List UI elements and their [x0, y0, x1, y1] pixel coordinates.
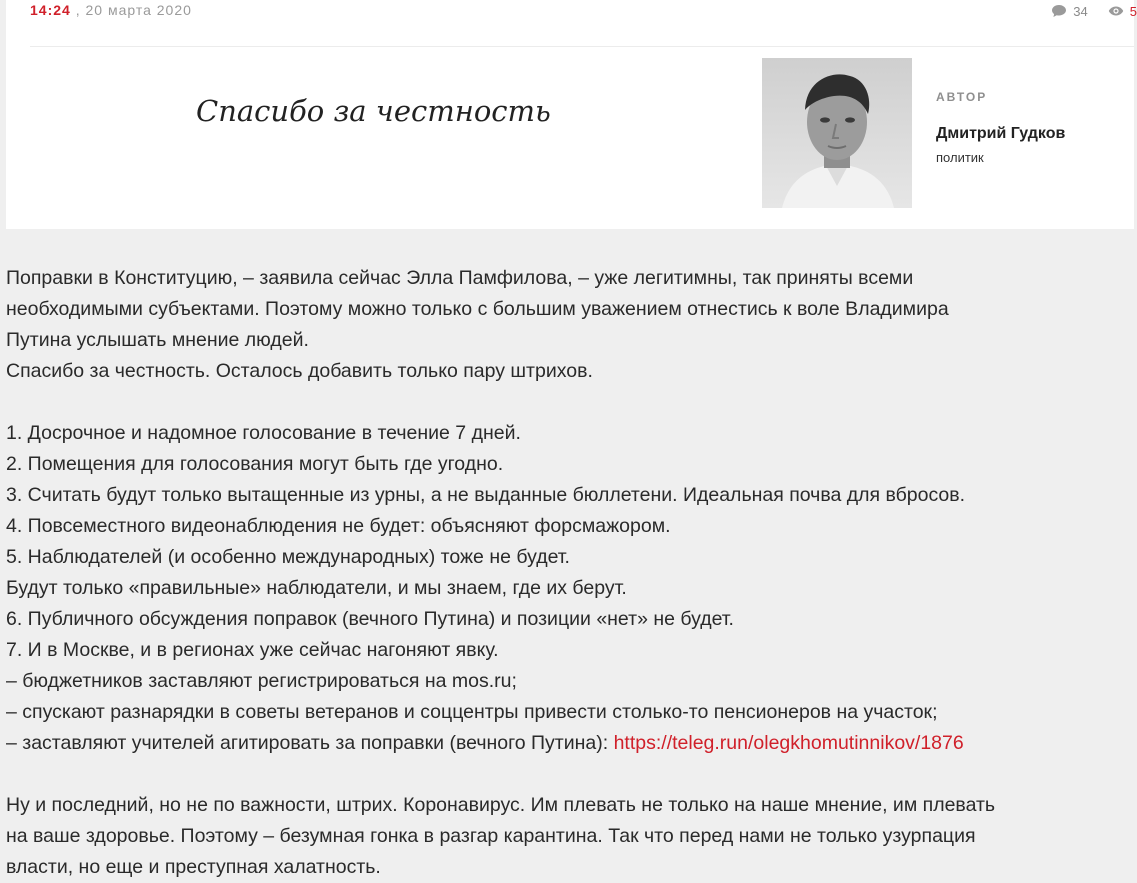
views-count: 5 [1129, 3, 1137, 19]
author-role: политик [936, 150, 984, 165]
author-label: АВТОР [936, 90, 988, 104]
publish-time: 14:24 [30, 2, 71, 18]
list-item: – бюджетников заставляют регистрироваться на mos.ru; [6, 670, 517, 692]
article-title: Спасибо за честность [196, 94, 551, 128]
paragraph-line: необходимыми субъектами. Поэтому можно только с большим уважением отнестись к воле Владимира [6, 298, 949, 320]
list-item: 7. И в Москве, и в регионах уже сейчас нагоняют явку. [6, 639, 499, 661]
article-body [6, 263, 1130, 883]
list-item: 6. Публичного обсуждения поправок (вечного Путина) и позиции «нет» не будет. [6, 608, 734, 630]
paragraph-line: власти, но еще и преступная халатность. [6, 856, 381, 878]
paragraph-gap [6, 387, 1130, 418]
paragraph-line: на ваше здоровье. Поэтому – безумная гонка в разгар карантина. Так что перед нами не только узурпация [6, 825, 976, 847]
publish-meta [30, 2, 192, 20]
meta-separator: , [75, 2, 81, 18]
header-divider [30, 46, 1134, 47]
list-item: 1. Досрочное и надомное голосование в течение 7 дней. [6, 422, 521, 444]
paragraph-line: Ну и последний, но не по важности, штрих. Коронавирус. Им плевать не только на наше мнение, им плевать [6, 794, 996, 816]
article-stats [1051, 2, 1137, 20]
list-item: 3. Считать будут только вытащенные из урны, а не выданные бюллетени. Идеальная почва для вбросов. [6, 484, 966, 506]
teachers-line-text: – заставляют учителей агитировать за поправки (вечного Путина): [6, 732, 614, 754]
list-item: – спускают разнарядки в советы ветеранов и соццентры привести столько-то пенсионеров на участок; [6, 701, 938, 723]
paragraph-line: Путина услышать мнение людей. [6, 329, 309, 351]
paragraph-gap [6, 759, 1130, 790]
comment-bubble-icon[interactable] [1051, 4, 1067, 18]
comments-count[interactable]: 34 [1073, 3, 1088, 19]
author-photo[interactable] [762, 58, 912, 208]
eye-icon [1108, 5, 1124, 17]
list-item: 2. Помещения для голосования могут быть где угодно. [6, 453, 504, 475]
telegram-link[interactable]: https://teleg.run/olegkhomutinnikov/1876 [613, 732, 964, 754]
list-item: Будут только «правильные» наблюдатели, и мы знаем, где их берут. [6, 577, 627, 599]
paragraph-line: Поправки в Конституцию, – заявила сейчас Элла Памфилова, – уже легитимны, так приняты всеми [6, 267, 914, 289]
publish-date: 20 марта 2020 [85, 2, 192, 18]
article-header-card [6, 0, 1137, 229]
list-item: 4. Повсеместного видеонаблюдения не будет: объясняют форсмажором. [6, 515, 671, 537]
list-item [6, 728, 1130, 759]
list-item: 5. Наблюдателей (и особенно международных) тоже не будет. [6, 546, 570, 568]
paragraph-line: Спасибо за честность. Осталось добавить только пару штрихов. [6, 360, 593, 382]
author-name[interactable]: Дмитрий Гудков [936, 125, 1066, 142]
